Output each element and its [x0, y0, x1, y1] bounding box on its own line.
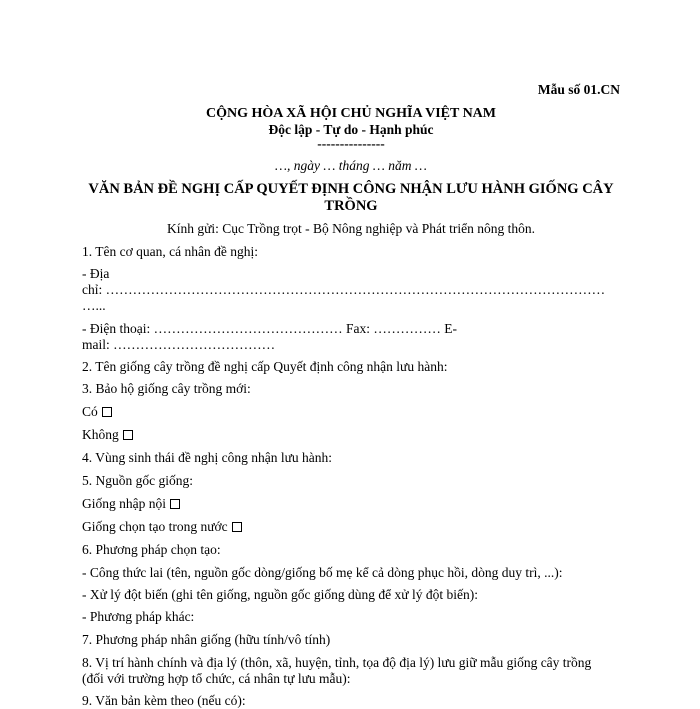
- item-3-protection: 3. Bảo hộ giống cây trồng mới:: [82, 381, 251, 396]
- item-6-hybrid-formula: - Công thức lai (tên, nguồn gốc dòng/giống bố mẹ kể cả dòng phục hồi, dòng duy trì, ...):: [82, 565, 563, 580]
- address-line: chỉ: …………………………………………………………………………………………………: [82, 282, 606, 297]
- item-8-location: 8. Vị trí hành chính và địa lý (thôn, xã, huyện, tỉnh, tọa độ địa lý) lưu giữ mẫu giống cây trồng: [82, 655, 592, 670]
- motto-rule: ---------------: [317, 136, 385, 151]
- item-2-variety-name: 2. Tên giống cây trồng đề nghị cấp Quyết định công nhận lưu hành:: [82, 359, 448, 374]
- option-no: [82, 427, 133, 443]
- option-domestic-label: Giống chọn tạo trong nước: [82, 519, 228, 534]
- item-1-applicant: 1. Tên cơ quan, cá nhân đề nghị:: [82, 244, 258, 259]
- checkbox-import[interactable]: [170, 499, 180, 509]
- option-yes-label: Có: [82, 404, 98, 419]
- option-import-label: Giống nhập nội: [82, 496, 166, 511]
- item-8-location-cont: (đối với trường hợp tổ chức, cá nhân tự lưu mẫu):: [82, 671, 351, 686]
- option-import: [82, 496, 180, 512]
- address-label: - Địa: [82, 266, 110, 281]
- document-title-line2: TRỒNG: [324, 198, 378, 214]
- email-line: mail: ………………………………: [82, 337, 276, 352]
- checkbox-yes[interactable]: [102, 407, 112, 417]
- item-6-breeding-method: 6. Phương pháp chọn tạo:: [82, 542, 221, 557]
- address-line-cont: …...: [82, 298, 106, 313]
- checkbox-no[interactable]: [123, 430, 133, 440]
- option-yes: [82, 404, 112, 420]
- option-domestic: [82, 519, 242, 535]
- date-line: …, ngày … tháng … năm …: [275, 158, 427, 173]
- item-6-mutation: - Xử lý đột biến (ghi tên giống, nguồn gốc giống dùng để xử lý đột biến):: [82, 587, 478, 602]
- item-9-attachments: 9. Văn bản kèm theo (nếu có):: [82, 693, 246, 708]
- motto: Độc lập - Tự do - Hạnh phúc: [268, 122, 434, 137]
- item-4-ecological-zone: 4. Vùng sinh thái đề nghị công nhận lưu hành:: [82, 450, 333, 465]
- checkbox-domestic[interactable]: [232, 522, 242, 532]
- recipient-line: Kính gửi: Cục Trồng trọt - Bộ Nông nghiệp và Phát triển nông thôn.: [166, 221, 536, 236]
- item-6-other: - Phương pháp khác:: [82, 609, 195, 624]
- document-title-line1: VĂN BẢN ĐỀ NGHỊ CẤP QUYẾT ĐỊNH CÔNG NHẬN LƯU HÀNH GIỐNG CÂY: [88, 181, 614, 197]
- item-7-propagation: 7. Phương pháp nhân giống (hữu tính/vô tính): [82, 632, 331, 647]
- nation-header: CỘNG HÒA XÃ HỘI CHỦ NGHĨA VIỆT NAM: [205, 106, 496, 121]
- option-no-label: Không: [82, 427, 119, 442]
- item-5-origin: 5. Nguồn gốc giống:: [82, 473, 193, 488]
- phone-fax-line: - Điện thoại: …………………………………… Fax: …………… E-: [82, 321, 457, 336]
- form-code: Mẫu số 01.CN: [537, 82, 620, 97]
